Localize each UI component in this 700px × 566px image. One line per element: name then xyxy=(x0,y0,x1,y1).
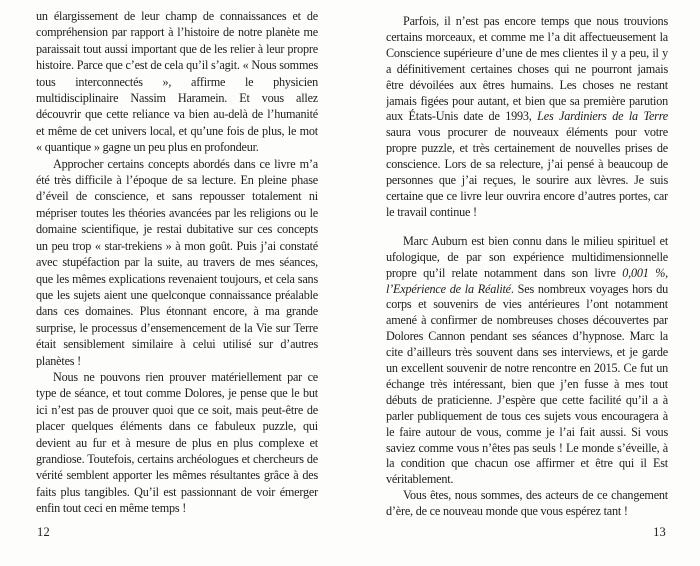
page-number-right: 13 xyxy=(653,525,666,539)
book-title-italic: 0,001 %, l’Expérience de la Réalité xyxy=(386,265,668,296)
paragraph-text: . Ses nombreux voyages hors du corps et souvenirs de vies antérieures l’ont notamment amené à confirmer de nombreuses choses découvertes par Dolores Cannon pendant ses séances d’hypnose. Marc la cite d’ailleurs très souvent dans ses interviews, et je garde un excellent souvenir de notre rencontre en 2015. Ce fut un échange très intéressant, bien que j’en fusse à mes tout débuts de praticienne. J’espère que cette facilité qu’il a à parler publiquement de tous ces sujets vous encouragera à le faire autour de vous, comme je l’ai fait aussi. Si vous saviez comme vous n’êtes pas seuls ! Le monde s’éveille, à la condition que chacun ose affirmer et être qui il Est véritablement. xyxy=(386,281,668,487)
paragraph xyxy=(36,156,318,369)
book-title-italic: Les Jardiniers de la Terre xyxy=(537,109,668,124)
paragraph-text: Nous ne pouvons rien prouver matériellement par ce type de séance, et tout comme Dolores, je pense que le but ici n’est pas de prouver quoi que ce soit, mais peut-être de placer quelques éléments dans ce fabuleux puzzle, qui devient au fur et à mesure de plus en plus complexe et grandiose. Toutefois, certains archéologues et chercheurs de vérité semblent apporter les mêmes résultantes grâce à des faits plus tangibles. Qu’il est passionnant de voir émerger enfin tout ceci en même temps ! xyxy=(36,369,318,516)
paragraph xyxy=(386,14,668,221)
page-right-text xyxy=(386,14,668,522)
paragraph xyxy=(36,369,318,517)
page-left-text xyxy=(36,8,318,524)
paragraph-text: saura vous procurer de nouveaux éléments pour votre propre puzzle, et très certainement de nouvelles prises de conscience. Lors de sa relecture, j’ai pensé à beaucoup de personnes que j’ai reçues, le sourire aux lèvres. Je suis certaine que ce livre leur ouvrira encore d’autres portes, car le travail continue ! xyxy=(386,125,668,219)
paragraph-text: Approcher certains concepts abordés dans ce livre m’a été très difficile à l’époque de sa lecture. En pleine phase d’éveil de conscience, et sans repousser totalement ni mépriser toutes les théories avancées par les religions ou le domaine scientifique, je restai dubitative sur ces concepts un peu trop « star-trekiens » à mon goût. Puis j’ai constaté avec stupéfaction par la suite, au travers de mes séances, que les mêmes explications revenaient toujours, et cela sans que les sujets aient une quelconque connaissance préalable dans ces domaines. Plus étonnant encore, à ma grande surprise, le processus d’ensemencement de la Vie sur Terre était sensiblement similaire à celui utilisé sur d’autres planètes ! xyxy=(36,156,318,368)
paragraph-text: Parfois, il n’est pas encore temps que nous trouvions certains morceaux, et comme me l’a dit affectueusement la Conscience supérieure d’une de mes clientes il y a peu, il y a définitivement certaines choses qui ne pourront jamais être dévoilées aux êtres humains. Les choses ne restant jamais figées pour autant, et bien que sa première parution aux États-Unis date de 1993, xyxy=(386,14,668,124)
page-number-left: 12 xyxy=(37,525,50,539)
paragraph-text: Vous êtes, nous sommes, des acteurs de ce changement d’ère, de ce nouveau monde que vous espérez tant ! xyxy=(386,488,668,519)
paragraph xyxy=(36,8,318,156)
paragraph-text: un élargissement de leur champ de connaissances et de compréhension par rapport à l’histoire de notre planète me paraissait tout aussi important que de les relier à leur propre histoire. Parce que c’est de cela qu’il s’agit. « Nous sommes tous interconnectés », affirme le physicien multidisciplinaire Nassim Haramein. Et vous allez découvrir que cette reliance va bien au-delà de l’humanité et même de cet univers local, et qu’une fois de plus, le mot « quantique » gagne un peu plus en profondeur. xyxy=(36,9,318,155)
paragraph xyxy=(386,488,668,520)
paragraph-text: Marc Auburn est bien connu dans le milieu spirituel et ufologique, de par son expérience multidimensionnelle propre qu’il relate notamment dans son livre xyxy=(386,233,668,280)
paragraph xyxy=(386,234,668,489)
